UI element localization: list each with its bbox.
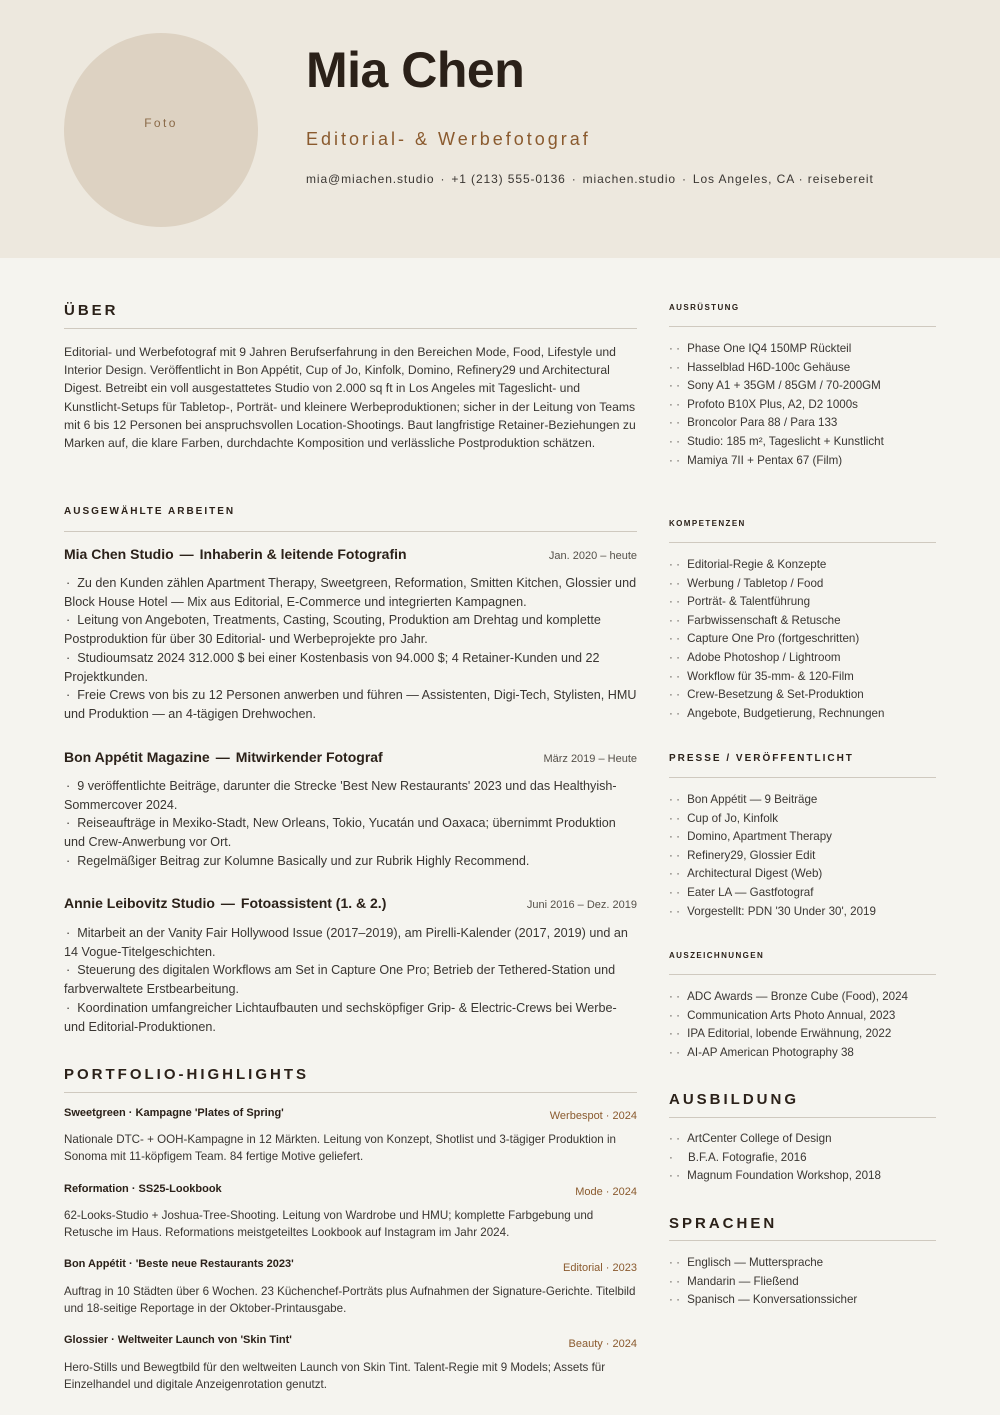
list-item: · · Workflow für 35-mm- & 120-Film bbox=[669, 668, 936, 687]
divider bbox=[64, 531, 637, 532]
job-date: März 2019 – Heute bbox=[543, 753, 637, 765]
list-item: · · Werbung / Tabletop / Food bbox=[669, 575, 936, 594]
list-item: · · Spanisch — Konversationssicher bbox=[669, 1291, 936, 1310]
portfolio-item-title: Glossier · Weltweiter Launch von 'Skin Tint' bbox=[64, 1334, 292, 1346]
list-item: · · Vorgestellt: PDN '30 Under 30', 2019 bbox=[669, 903, 936, 922]
list-item: · · Englisch — Muttersprache bbox=[669, 1254, 936, 1273]
list-item: · Steuerung des digitalen Workflows am Set in Capture One Pro; Betrieb der Tethered-Station und farbverwaltete Erstbearbeitung. bbox=[64, 961, 637, 998]
portfolio-item-desc: 62-Looks-Studio + Joshua-Tree-Shooting. Leitung von Wardrobe und HMU; komplette Farbgebung und Retusche im Haus. Reformations meistgeteiltes Lookbook auf Instagram im Jahr 2024. bbox=[64, 1209, 594, 1239]
job-bullets bbox=[64, 924, 637, 1036]
job-dash: — bbox=[179, 546, 194, 562]
list-item: · · Sony A1 + 35GM / 85GM / 70-200GM bbox=[669, 377, 936, 396]
list-item: · Leitung von Angeboten, Treatments, Casting, Scouting, Produktion am Drehtag und komplette Postproduktion für über 30 Editorial- und Werbeprojekte pro Jahr. bbox=[64, 611, 637, 648]
list-item: · · Adobe Photoshop / Lightroom bbox=[669, 649, 936, 668]
skills-list bbox=[669, 556, 936, 723]
photo-label: Foto bbox=[144, 116, 178, 130]
list-item: · · Farbwissenschaft & Retusche bbox=[669, 612, 936, 631]
skills-heading: KOMPETENZEN bbox=[669, 519, 746, 528]
list-item: · · Mamiya 7II + Pentax 67 (Film) bbox=[669, 452, 936, 471]
press-list bbox=[669, 791, 936, 921]
equipment-list bbox=[669, 340, 936, 470]
portfolio-item-tag: Editorial · 2023 bbox=[563, 1262, 637, 1274]
job-title: Inhaberin & leitende Fotografin bbox=[199, 546, 407, 562]
list-item: · · Domino, Apartment Therapy bbox=[669, 828, 936, 847]
job-dash: — bbox=[220, 895, 235, 911]
list-item: · Reiseaufträge in Mexiko-Stadt, New Orleans, Tokio, Yucatán und Oaxaca; übernimmt Produktion und Crew-Anwerbung vor Ort. bbox=[64, 814, 637, 851]
list-item: · · IPA Editorial, lobende Erwähnung, 2022 bbox=[669, 1025, 936, 1044]
list-item: · · Editorial-Regie & Konzepte bbox=[669, 556, 936, 575]
list-item: · Regelmäßiger Beitrag zur Kolumne Basically und zur Rubrik Highly Recommend. bbox=[64, 852, 637, 871]
list-item: · · Hasselblad H6D-100c Gehäuse bbox=[669, 359, 936, 378]
education-list bbox=[669, 1130, 936, 1186]
list-item: · · Angebote, Budgetierung, Rechnungen bbox=[669, 705, 936, 724]
contact-location: Los Angeles, CA · reisebereit bbox=[692, 172, 874, 186]
divider bbox=[669, 326, 936, 327]
portfolio-item-title: Bon Appétit · 'Beste neue Restaurants 2023' bbox=[64, 1258, 294, 1270]
list-item: · · Architectural Digest (Web) bbox=[669, 865, 936, 884]
job-title: Mitwirkender Fotograf bbox=[235, 749, 383, 765]
portfolio-item-title: Reformation · SS25-Lookbook bbox=[64, 1183, 222, 1195]
about-heading: ÜBER bbox=[64, 302, 119, 319]
portfolio-item-tag: Mode · 2024 bbox=[575, 1186, 637, 1198]
job-heading bbox=[64, 748, 383, 766]
list-item: · · Communication Arts Photo Annual, 2023 bbox=[669, 1007, 936, 1026]
job-heading bbox=[64, 894, 386, 912]
education-degree bbox=[669, 1149, 936, 1168]
portfolio-heading: PORTFOLIO-HIGHLIGHTS bbox=[64, 1066, 309, 1083]
job-bullets bbox=[64, 574, 637, 724]
profile-photo-placeholder bbox=[64, 33, 258, 227]
contact-line bbox=[306, 171, 874, 187]
portfolio-item-title: Sweetgreen · Kampagne 'Plates of Spring' bbox=[64, 1107, 284, 1119]
portfolio-item-tag: Werbespot · 2024 bbox=[549, 1110, 637, 1122]
list-item: · · Studio: 185 m², Tageslicht + Kunstlicht bbox=[669, 433, 936, 452]
divider bbox=[669, 1240, 936, 1241]
job-date: Juni 2016 – Dez. 2019 bbox=[526, 899, 637, 911]
list-item: · · Crew-Besetzung & Set-Produktion bbox=[669, 686, 936, 705]
portfolio-item-desc: Nationale DTC- + OOH-Kampagne in 12 Märkten. Leitung von Konzept, Shotlist und 3-tägiger Produktion in Sonoma mit 11-köpfigem Team. 84 fertige Motive geliefert. bbox=[64, 1133, 616, 1163]
contact-separator: · bbox=[681, 172, 687, 186]
awards-list bbox=[669, 988, 936, 1062]
job-heading bbox=[64, 545, 407, 563]
education-heading: AUSBILDUNG bbox=[669, 1091, 799, 1108]
list-item: · · Phase One IQ4 150MP Rückteil bbox=[669, 340, 936, 359]
job-bullets bbox=[64, 777, 637, 871]
contact-phone[interactable]: +1 (213) 555-0136 bbox=[451, 172, 566, 186]
list-item: · · Bon Appétit — 9 Beiträge bbox=[669, 791, 936, 810]
job-company: Mia Chen Studio bbox=[64, 546, 174, 562]
divider bbox=[64, 1092, 637, 1093]
contact-separator: · bbox=[440, 172, 446, 186]
list-item: · · ADC Awards — Bronze Cube (Food), 2024 bbox=[669, 988, 936, 1007]
job-company: Bon Appétit Magazine bbox=[64, 749, 210, 765]
languages-heading: SPRACHEN bbox=[669, 1215, 778, 1232]
portfolio-item-tag: Beauty · 2024 bbox=[568, 1338, 637, 1350]
list-item: · · Refinery29, Glossier Edit bbox=[669, 847, 936, 866]
list-item: · Zu den Kunden zählen Apartment Therapy, Sweetgreen, Reformation, Smitten Kitchen, Glossier und Block House Hotel — Mix aus Editorial, E-Commerce und integrierten Kampagnen. bbox=[64, 574, 637, 611]
press-heading: PRESSE / VERÖFFENTLICHT bbox=[669, 753, 854, 764]
divider bbox=[64, 328, 637, 329]
list-item: · Studioumsatz 2024 312.000 $ bei einer Kostenbasis von 94.000 $; 4 Retainer-Kunden und 22 Projektkunden. bbox=[64, 649, 637, 686]
job-date: Jan. 2020 – heute bbox=[548, 550, 637, 562]
divider bbox=[669, 777, 936, 778]
list-item: · 9 veröffentlichte Beiträge, darunter die Strecke 'Best New Restaurants' 2023 und das Healthyish-Sommercover 2024. bbox=[64, 777, 637, 814]
work-heading: AUSGEWÄHLTE ARBEITEN bbox=[64, 506, 236, 517]
education-degree-text: B.F.A. Fotografie, 2016 bbox=[688, 1150, 807, 1164]
divider bbox=[669, 542, 936, 543]
list-item: · · Broncolor Para 88 / Para 133 bbox=[669, 414, 936, 433]
list-item: · · Eater LA — Gastfotograf bbox=[669, 884, 936, 903]
about-text: Editorial- und Werbefotograf mit 9 Jahren Berufserfahrung in den Bereichen Mode, Food, Lifestyle und Interior Design. Veröffentlicht in Bon Appétit, Cup of Jo, Kinfolk, Domino, Refinery29 und Architectural Digest. Betreibt ein voll ausgestattetes Studio von 2.000 sq ft in Los Angeles mit Tageslicht- und Kunstlicht-Setups für Tabletop-, Porträt- und kleinere Werbeproduktionen; sicher in der Leitung von Teams mit 6 bis 12 Personen bei anspruchsvollen Location-Shootings. Baut langfristige Retainer-Beziehungen zu Marken auf, die klare Farben, durchdachte Komposition und verlässliche Postproduktion schätzen. bbox=[64, 345, 636, 451]
job-role: Editorial- & Werbefotograf bbox=[306, 129, 591, 149]
list-item: · · Capture One Pro (fortgeschritten) bbox=[669, 630, 936, 649]
person-name: Mia Chen bbox=[306, 42, 525, 98]
languages-list bbox=[669, 1254, 936, 1310]
education-school: · · ArtCenter College of Design bbox=[669, 1130, 936, 1149]
education-workshop: · · Magnum Foundation Workshop, 2018 bbox=[669, 1167, 936, 1186]
awards-heading: AUSZEICHNUNGEN bbox=[669, 951, 765, 960]
job-company: Annie Leibovitz Studio bbox=[64, 895, 215, 911]
list-item: · Mitarbeit an der Vanity Fair Hollywood Issue (2017–2019), am Pirelli-Kalender (2017, 2019) und an 14 Vogue-Titelgeschichten. bbox=[64, 924, 637, 961]
divider bbox=[669, 1117, 936, 1118]
job-title: Fotoassistent (1. & 2.) bbox=[240, 895, 387, 911]
portfolio-item-desc: Auftrag in 10 Städten über 6 Wochen. 23 Küchenchef-Porträts plus Aufnahmen der Signature-Gerichte. Titelbild und 18-seitige Reportage in der Oktober-Printausgabe. bbox=[64, 1285, 636, 1315]
list-item: · · Mandarin — Fließend bbox=[669, 1273, 936, 1292]
contact-website[interactable]: miachen.studio bbox=[582, 172, 676, 186]
portfolio-item-desc: Hero-Stills und Bewegtbild für den weltweiten Launch von Skin Tint. Talent-Regie mit 9 Models; Assets für Einzelhandel und digitale Anzeigenrotation genutzt. bbox=[64, 1361, 606, 1391]
list-item: · · Cup of Jo, Kinfolk bbox=[669, 810, 936, 829]
divider bbox=[669, 974, 936, 975]
job-dash: — bbox=[215, 749, 230, 765]
contact-separator: · bbox=[571, 172, 577, 186]
list-item: · · Porträt- & Talentführung bbox=[669, 593, 936, 612]
resume-header bbox=[0, 0, 1000, 258]
list-item: · Koordination umfangreicher Lichtaufbauten und sechsköpfiger Grip- & Electric-Crews bei Werbe- und Editorial-Produktionen. bbox=[64, 999, 637, 1036]
list-item: · · AI-AP American Photography 38 bbox=[669, 1044, 936, 1063]
list-item: · · Profoto B10X Plus, A2, D2 1000s bbox=[669, 396, 936, 415]
equipment-heading: AUSRÜSTUNG bbox=[669, 303, 740, 312]
contact-email[interactable]: mia@miachen.studio bbox=[306, 172, 435, 186]
list-item: · Freie Crews von bis zu 12 Personen anwerben und führen — Assistenten, Digi-Tech, Stylisten, HMU und Produktion — an 4-tägigen Drehwochen. bbox=[64, 686, 637, 723]
